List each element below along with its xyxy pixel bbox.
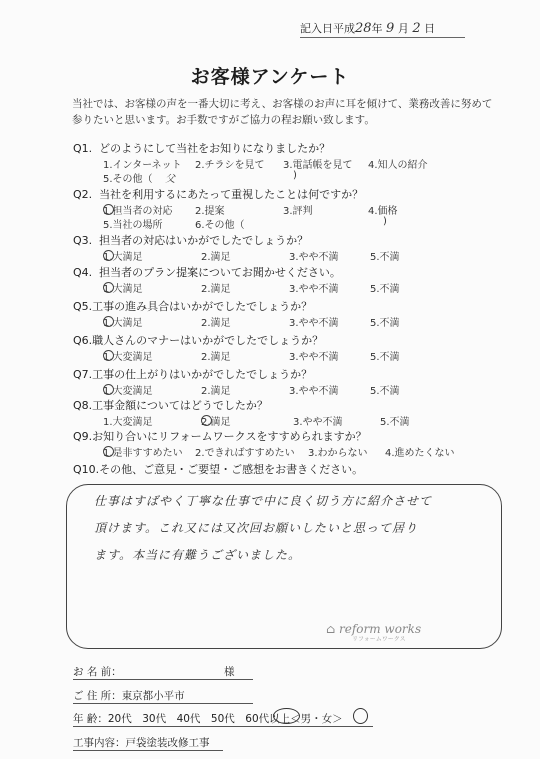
q9-option-3[interactable]: 3.わからない — [308, 448, 368, 459]
q4-label: Q4. — [73, 266, 93, 279]
q10-text: その他、ご意見・ご要望・ご感想をお書きください。 — [99, 463, 364, 476]
question-9 — [73, 428, 513, 458]
q2-text: 当社を利用するにあたって重視したことは何ですか？ — [99, 188, 364, 201]
q1-options-row2 — [103, 170, 513, 184]
q9-option-1[interactable] — [103, 444, 183, 459]
address-label: ご 住 所： — [73, 690, 122, 702]
reform-works-logo — [326, 622, 421, 643]
q2-option-1[interactable] — [103, 202, 173, 217]
name-suffix: 様 — [224, 666, 235, 678]
q7-options — [103, 382, 513, 396]
question-10 — [73, 461, 513, 477]
q5-option-3[interactable]: 3.やや不満 — [289, 318, 339, 329]
q9-option-2[interactable]: 2.できればすすめたい — [195, 448, 295, 459]
q7-option-1-label: 1.大変満足 — [103, 386, 153, 397]
date-year-unit: 年 — [371, 22, 383, 35]
q3-options — [103, 248, 513, 262]
work-underline — [73, 750, 223, 751]
work-field — [73, 735, 210, 750]
date-day-unit: 日 — [424, 22, 436, 35]
q8-label: Q8. — [73, 399, 93, 412]
q4-option-4[interactable]: 5.不満 — [370, 284, 400, 295]
name-field — [73, 664, 122, 679]
q7-option-2[interactable]: 2.満足 — [201, 386, 231, 397]
q5-text: 工事の進み具合はいかがでしたでしょうか？ — [92, 300, 313, 313]
q1-option-2[interactable]: 2.チラシを見て — [195, 160, 265, 171]
age-label: 年 齢： — [73, 713, 108, 725]
date-prefix: 記入日平成 — [300, 22, 355, 35]
q8-text: 工事金額についてはどうでしたか？ — [92, 399, 268, 412]
question-4 — [73, 264, 513, 294]
q4-options — [103, 280, 513, 294]
q5-options — [103, 314, 513, 328]
question-5 — [73, 298, 513, 328]
q1-label: Q1. — [73, 142, 93, 155]
date-month-unit: 月 — [397, 22, 409, 35]
q1-option-4[interactable]: 4.知人の紹介 — [368, 160, 428, 171]
q6-option-2[interactable]: 2.満足 — [201, 352, 231, 363]
q6-option-3[interactable]: 3.やや不満 — [289, 352, 339, 363]
q5-option-2[interactable]: 2.満足 — [201, 318, 231, 329]
q8-options — [103, 413, 513, 427]
q4-option-1[interactable] — [103, 280, 143, 295]
q7-text: 工事の仕上がりはいかがでしたでしょうか？ — [92, 368, 313, 381]
q9-option-4[interactable]: 4.進めたくない — [385, 448, 455, 459]
q6-option-1[interactable] — [103, 348, 153, 363]
q6-options — [103, 348, 513, 362]
q4-text: 担当者のプラン提案についてお聞かせください。 — [99, 266, 341, 279]
age-selected-circle — [273, 708, 300, 724]
age-options: 20代 30代 40代 50代 60代以上＜男・女＞ — [107, 713, 343, 725]
work-label: 工事内容： — [73, 737, 126, 749]
q8-option-4[interactable]: 5.不満 — [380, 417, 410, 428]
question-8 — [73, 397, 513, 427]
intro-line-2: 参りたいと思います。お手数ですがご協力の程お願い致します。 — [72, 114, 375, 126]
q2-options-row2 — [103, 216, 513, 230]
house-icon: ⌂ — [326, 622, 336, 636]
question-1 — [73, 140, 513, 184]
q4-option-2[interactable]: 2.満足 — [201, 284, 231, 295]
q10-label: Q10. — [73, 463, 100, 476]
comment-line-1: 仕事はすばやく丁寧な仕事で中に良く切う方に紹介させて — [94, 494, 433, 508]
q4-option-1-label: 1.大満足 — [103, 284, 143, 295]
gender-selected-circle — [353, 708, 368, 724]
comment-line-3: ます。本当に有難うございました。 — [94, 548, 302, 562]
q5-option-1[interactable] — [103, 314, 143, 329]
name-label: お 名 前： — [73, 666, 122, 678]
age-field — [73, 711, 343, 726]
q3-label: Q3. — [73, 234, 93, 247]
entry-date — [300, 20, 465, 38]
q3-option-3[interactable]: 3.やや不満 — [289, 252, 339, 263]
q7-option-4[interactable]: 5.不満 — [370, 386, 400, 397]
q8-option-2[interactable] — [201, 413, 231, 428]
q9-options — [103, 444, 513, 458]
q1-other-note: 父 — [165, 174, 175, 185]
age-underline — [73, 726, 373, 727]
address-field — [73, 688, 185, 703]
q8-option-3[interactable]: 3.やや不満 — [293, 417, 343, 428]
q8-option-2-label: 2.満足 — [201, 417, 231, 428]
q2-option-2[interactable]: 2.提案 — [195, 206, 225, 217]
address-underline — [73, 703, 253, 704]
q3-option-4[interactable]: 5.不満 — [370, 252, 400, 263]
intro-line-1: 当社では、お客様の声を一番大切に考え、お客様のお声に耳を傾けて、業務改善に努めて — [72, 98, 493, 110]
q1-option-1[interactable]: 1.インターネット — [103, 160, 182, 171]
q1-close-paren: ) — [293, 170, 297, 181]
q6-text: 職人さんのマナーはいかがでしたでしょうか？ — [92, 334, 324, 347]
address-value: 東京都小平市 — [121, 690, 185, 702]
q1-option-3[interactable]: 3.電話帳を見て — [283, 160, 353, 171]
q9-label: Q9. — [73, 430, 93, 443]
q2-options-row1 — [103, 202, 513, 216]
date-day: 2 — [412, 21, 421, 36]
work-value: 戸袋塗装改修工事 — [125, 737, 210, 749]
comment-line-2: 頂けます。これ又には又次回お願いしたいと思って居り — [94, 521, 419, 535]
q6-option-1-label: 1.大変満足 — [103, 352, 153, 363]
date-year: 28 — [355, 21, 372, 36]
q4-option-3[interactable]: 3.やや不満 — [289, 284, 339, 295]
question-3 — [73, 232, 513, 262]
q5-option-4[interactable]: 5.不満 — [370, 318, 400, 329]
page-title: お客様アンケート — [190, 66, 350, 88]
intro-text — [72, 96, 492, 128]
q9-option-1-label: 1.是非すすめたい — [103, 448, 183, 459]
q1-option-5[interactable]: 5.その他（ — [103, 174, 153, 185]
q6-label: Q6. — [73, 334, 93, 347]
q2-option-3[interactable]: 3.評判 — [283, 206, 313, 217]
q3-option-1-label: 1.大満足 — [103, 252, 143, 263]
q5-label: Q5. — [73, 300, 93, 313]
q3-text: 担当者の対応はいかがでしたでしょうか？ — [99, 234, 309, 247]
logo-subtext: リフォームワークス — [352, 636, 406, 643]
q2-option-6[interactable]: 6.その他（ — [195, 220, 245, 231]
name-underline — [73, 679, 253, 680]
q7-option-1[interactable] — [103, 382, 153, 397]
q2-close-paren: ) — [383, 216, 387, 227]
q6-option-4[interactable]: 5.不満 — [370, 352, 400, 363]
question-6 — [73, 332, 513, 362]
logo-text: reform works — [339, 622, 422, 636]
q2-label: Q2. — [73, 188, 93, 201]
q3-option-1[interactable] — [103, 248, 143, 263]
q9-text: お知り合いにリフォームワークスをすすめられますか？ — [92, 430, 367, 443]
q2-option-1-label: 1.担当者の対応 — [103, 206, 173, 217]
q2-option-4[interactable]: 4.価格 — [368, 206, 398, 217]
q2-option-5[interactable]: 5.当社の場所 — [103, 220, 163, 231]
q1-options-row1 — [103, 156, 513, 170]
handwritten-comment — [94, 488, 494, 569]
q5-option-1-label: 1.大満足 — [103, 318, 143, 329]
q7-option-3[interactable]: 3.やや不満 — [289, 386, 339, 397]
date-month: 9 — [386, 21, 395, 36]
q3-option-2[interactable]: 2.満足 — [201, 252, 231, 263]
q8-option-1[interactable]: 1.大変満足 — [103, 417, 153, 428]
question-7 — [73, 366, 513, 396]
question-2 — [73, 186, 513, 230]
q7-label: Q7. — [73, 368, 93, 381]
q1-text: どのようにして当社をお知りになりましたか？ — [99, 142, 331, 155]
